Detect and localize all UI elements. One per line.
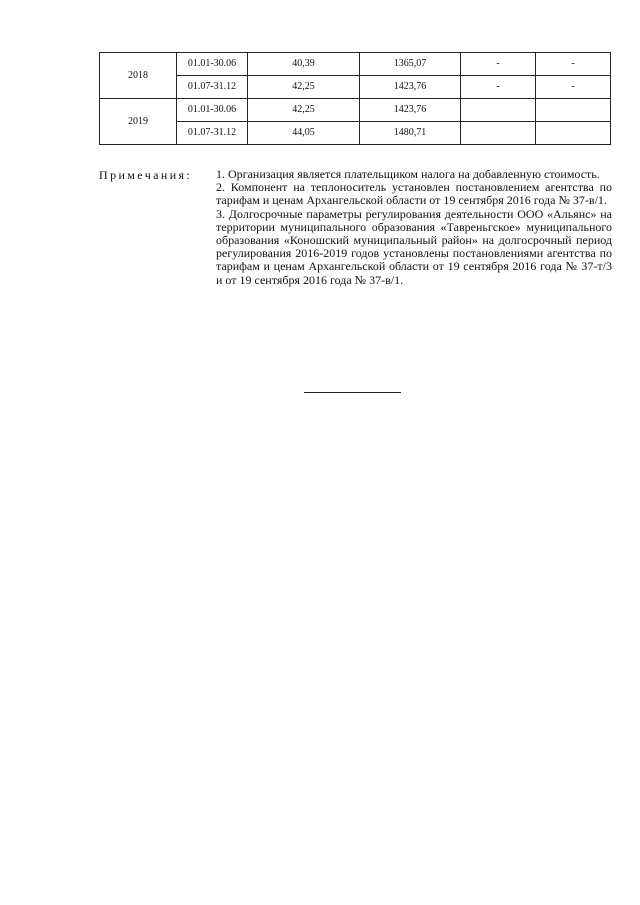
note-item: 2. Компонент на теплоноситель установлен постановлением агентства по тарифам и ценам Архангельской области от 19 сентября 2016 года № 37-в/1.: [216, 180, 612, 208]
table-row: [100, 122, 611, 145]
year-cell: 2018: [100, 53, 177, 99]
value-cell: -: [461, 53, 536, 76]
value-cell: -: [536, 76, 611, 99]
period-cell: 01.01-30.06: [177, 99, 248, 122]
value-cell: 40,39: [248, 53, 360, 76]
value-cell: 44,05: [248, 122, 360, 145]
period-cell: 01.07-31.12: [177, 122, 248, 145]
value-cell: -: [461, 76, 536, 99]
value-cell: [536, 99, 611, 122]
value-cell: [461, 99, 536, 122]
notes-list: [216, 168, 612, 287]
value-cell: 1480,71: [360, 122, 461, 145]
table-row: [100, 53, 611, 76]
value-cell: 42,25: [248, 76, 360, 99]
tariff-table: [99, 52, 611, 145]
value-cell: [536, 122, 611, 145]
notes-label: Примечания:: [99, 168, 193, 182]
document-end-divider: [304, 392, 401, 393]
note-item: 1. Организация является плательщиком налога на добавленную стоимость.: [216, 167, 600, 181]
value-cell: 1423,76: [360, 99, 461, 122]
table-row: [100, 99, 611, 122]
value-cell: [461, 122, 536, 145]
period-cell: 01.01-30.06: [177, 53, 248, 76]
value-cell: -: [536, 53, 611, 76]
period-cell: 01.07-31.12: [177, 76, 248, 99]
value-cell: 1365,07: [360, 53, 461, 76]
year-cell: 2019: [100, 99, 177, 145]
value-cell: 1423,76: [360, 76, 461, 99]
table-row: [100, 76, 611, 99]
value-cell: 42,25: [248, 99, 360, 122]
note-item: 3. Долгосрочные параметры регулирования деятельности ООО «Альянс» на территории муниципального образования «Тавреньгское» муниципального образования «Коношский муниципальный район» на долгосрочный период регулирования 2016-2019 годов установлены постановлениями агентства по тарифам и ценам Архангельской области от 19 сентября 2016 года № 37-т/3 и от 19 сентября 2016 года № 37-в/1.: [216, 206, 612, 287]
